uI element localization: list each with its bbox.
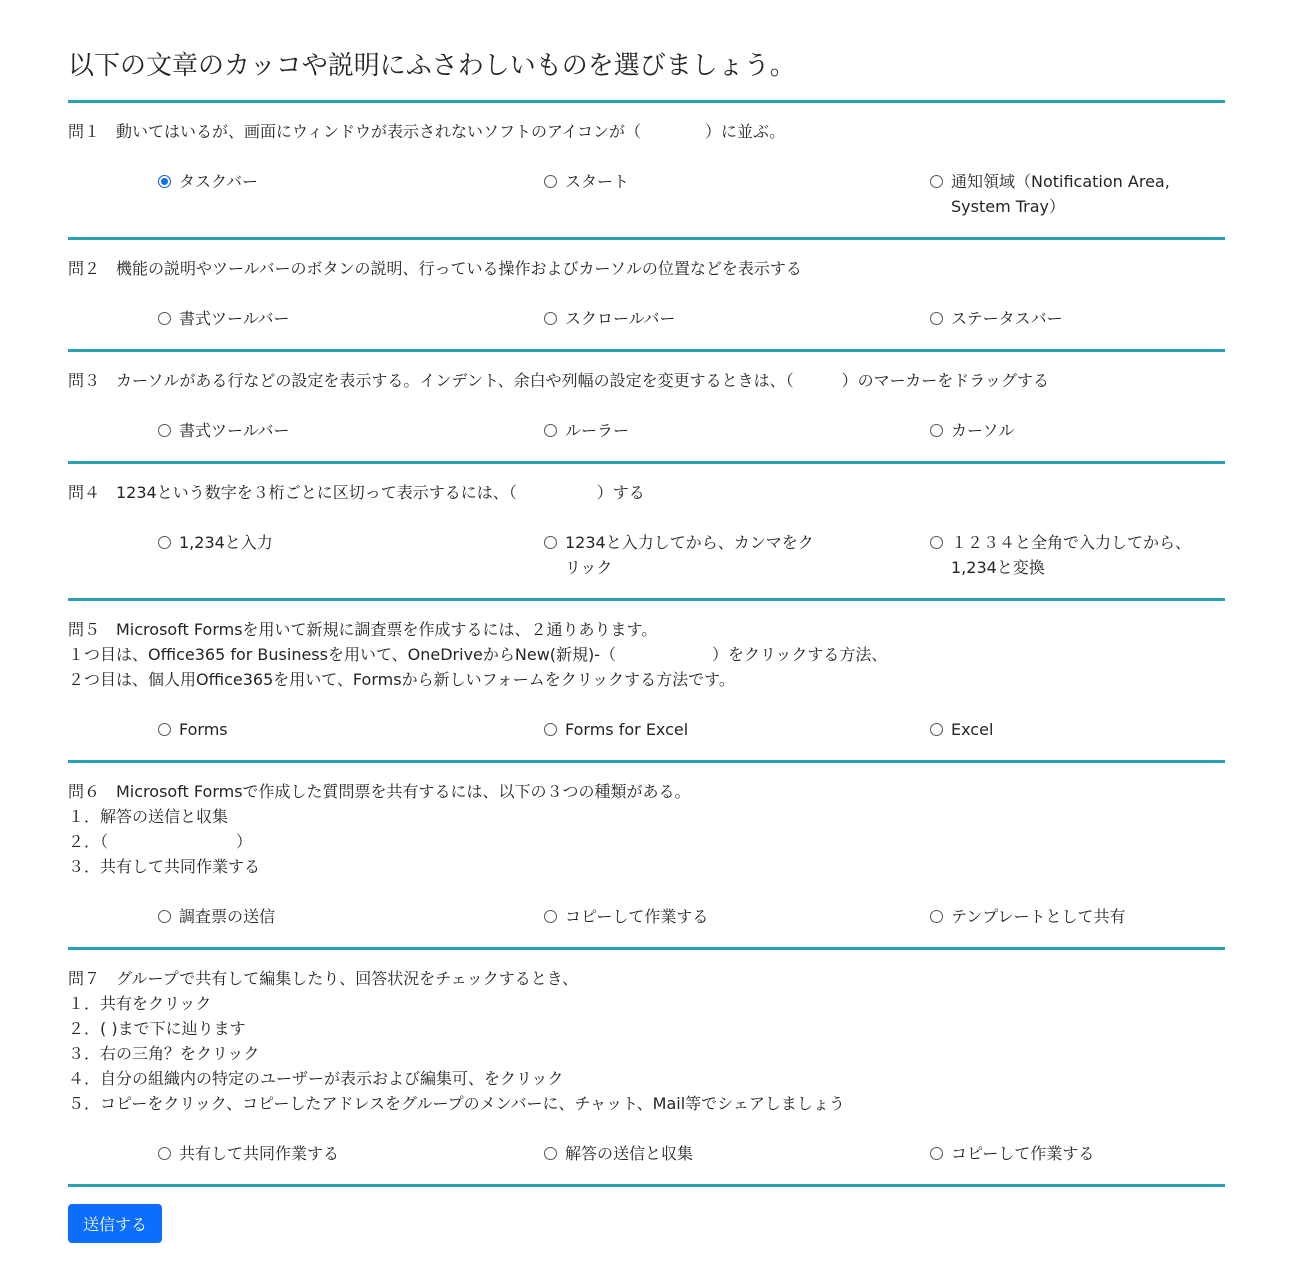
radio-button[interactable]	[158, 536, 171, 549]
question-7	[68, 947, 1225, 1184]
option-label: スタート	[565, 172, 630, 191]
radio-button[interactable]	[158, 1147, 171, 1160]
question-text: 問３ カーソルがある行などの設定を表示する。インデント、余白や列幅の設定を変更するときは、（ ）のマーカーをドラッグする	[68, 371, 1049, 390]
option-4-1[interactable]	[158, 530, 544, 580]
radio-button[interactable]	[544, 1147, 557, 1160]
option-1-2[interactable]	[544, 169, 930, 219]
question-text: 問５ Microsoft Formsを用いて新規に調査票を作成するには、２通りあります。 １つ目は、Office365 for Businessを用いて、OneDriveからNew(新規)-（ ）をクリックする方法、 ２つ目は、個人用Office365を用いて、Formsから新しいフォームをクリックする方法です。	[68, 620, 888, 689]
question-text: 問１ 動いてはいるが、画面にウィンドウが表示されないソフトのアイコンが（ ）に並ぶ。	[68, 122, 786, 141]
radio-button[interactable]	[544, 536, 557, 549]
quiz-form	[68, 0, 1225, 1243]
radio-button[interactable]	[930, 536, 943, 549]
option-label: ステータスバー	[951, 309, 1063, 328]
option-label: 1,234と入力	[179, 533, 273, 552]
divider	[68, 1184, 1225, 1187]
option-label: 書式ツールバー	[179, 309, 290, 328]
radio-button[interactable]	[930, 1147, 943, 1160]
option-label: 調査票の送信	[179, 907, 276, 926]
option-6-3[interactable]	[930, 904, 1225, 929]
options-group	[158, 418, 1225, 461]
option-5-3[interactable]	[930, 717, 1225, 742]
radio-button[interactable]	[544, 424, 557, 437]
option-label: Forms for Excel	[565, 720, 689, 739]
radio-button[interactable]	[158, 424, 171, 437]
option-label: 解答の送信と収集	[565, 1144, 694, 1163]
question-1	[68, 100, 1225, 237]
options-group	[158, 306, 1225, 349]
option-label: テンプレートとして共有	[951, 907, 1126, 926]
page-title: 以下の文章のカッコや説明にふさわしいものを選びましょう。	[68, 51, 796, 81]
option-label: 書式ツールバー	[179, 421, 290, 440]
option-label: タスクバー	[179, 172, 259, 191]
option-label: 通知領域（Notification Area, System Tray）	[951, 172, 1170, 216]
question-text: 問２ 機能の説明やツールバーのボタンの説明、行っている操作およびカーソルの位置などを表示する	[68, 259, 802, 278]
question-2	[68, 237, 1225, 349]
option-label: コピーして作業する	[951, 1144, 1095, 1163]
option-3-1[interactable]	[158, 418, 544, 443]
radio-button[interactable]	[930, 910, 943, 923]
option-6-1[interactable]	[158, 904, 544, 929]
submit-button[interactable]: 送信する	[68, 1204, 162, 1243]
radio-button[interactable]	[158, 175, 171, 188]
question-text: 問６ Microsoft Formsで作成した質問票を共有するには、以下の３つの種類がある。 １．解答の送信と収集 ２．（ ） ３．共有して共同作業する	[68, 782, 691, 876]
option-7-3[interactable]	[930, 1141, 1225, 1166]
option-label: Forms	[179, 720, 228, 739]
option-3-2[interactable]	[544, 418, 930, 443]
option-label: Excel	[951, 720, 994, 739]
option-1-3[interactable]	[930, 169, 1225, 219]
option-5-2[interactable]	[544, 717, 930, 742]
option-7-2[interactable]	[544, 1141, 930, 1166]
option-2-3[interactable]	[930, 306, 1225, 331]
radio-button[interactable]	[544, 910, 557, 923]
options-group	[158, 717, 1225, 760]
option-6-2[interactable]	[544, 904, 930, 929]
radio-button[interactable]	[158, 910, 171, 923]
question-text: 問４ 1234という数字を３桁ごとに区切って表示するには、（ ）する	[68, 483, 645, 502]
option-1-1[interactable]	[158, 169, 544, 219]
option-label: １２３４と全角で入力してから、1,234と変換	[951, 533, 1192, 577]
option-label: コピーして作業する	[565, 907, 709, 926]
radio-button[interactable]	[930, 175, 943, 188]
option-label: 共有して共同作業する	[179, 1144, 340, 1163]
option-7-1[interactable]	[158, 1141, 544, 1166]
radio-button[interactable]	[930, 723, 943, 736]
radio-button[interactable]	[544, 723, 557, 736]
radio-button[interactable]	[158, 723, 171, 736]
radio-button[interactable]	[544, 312, 557, 325]
question-3	[68, 349, 1225, 461]
question-6	[68, 760, 1225, 947]
options-group	[158, 904, 1225, 947]
option-3-3[interactable]	[930, 418, 1225, 443]
option-2-2[interactable]	[544, 306, 930, 331]
option-4-3[interactable]	[930, 530, 1225, 580]
option-2-1[interactable]	[158, 306, 544, 331]
question-4	[68, 461, 1225, 598]
radio-button[interactable]	[930, 312, 943, 325]
options-group	[158, 1141, 1225, 1184]
option-label: スクロールバー	[565, 309, 676, 328]
option-label: ルーラー	[565, 421, 630, 440]
question-5	[68, 598, 1225, 760]
question-text: 問７ グループで共有して編集したり、回答状況をチェックするとき、 １．共有をクリック ２．( )まで下に辿ります ３．右の三角？をクリック ４．自分の組織内の特定のユーザーが表示および編集可、をクリック ５．コピーをクリック、コピーしたアドレスをグループのメンバーに、チャット、Mail等でシェアしましょう	[68, 969, 845, 1113]
options-group	[158, 169, 1225, 237]
option-label: 1234と入力してから、カンマをクリック	[565, 533, 814, 577]
radio-button[interactable]	[930, 424, 943, 437]
radio-button[interactable]	[158, 312, 171, 325]
option-5-1[interactable]	[158, 717, 544, 742]
radio-button[interactable]	[544, 175, 557, 188]
options-group	[158, 530, 1225, 598]
option-label: カーソル	[951, 421, 1015, 440]
option-4-2[interactable]	[544, 530, 930, 580]
